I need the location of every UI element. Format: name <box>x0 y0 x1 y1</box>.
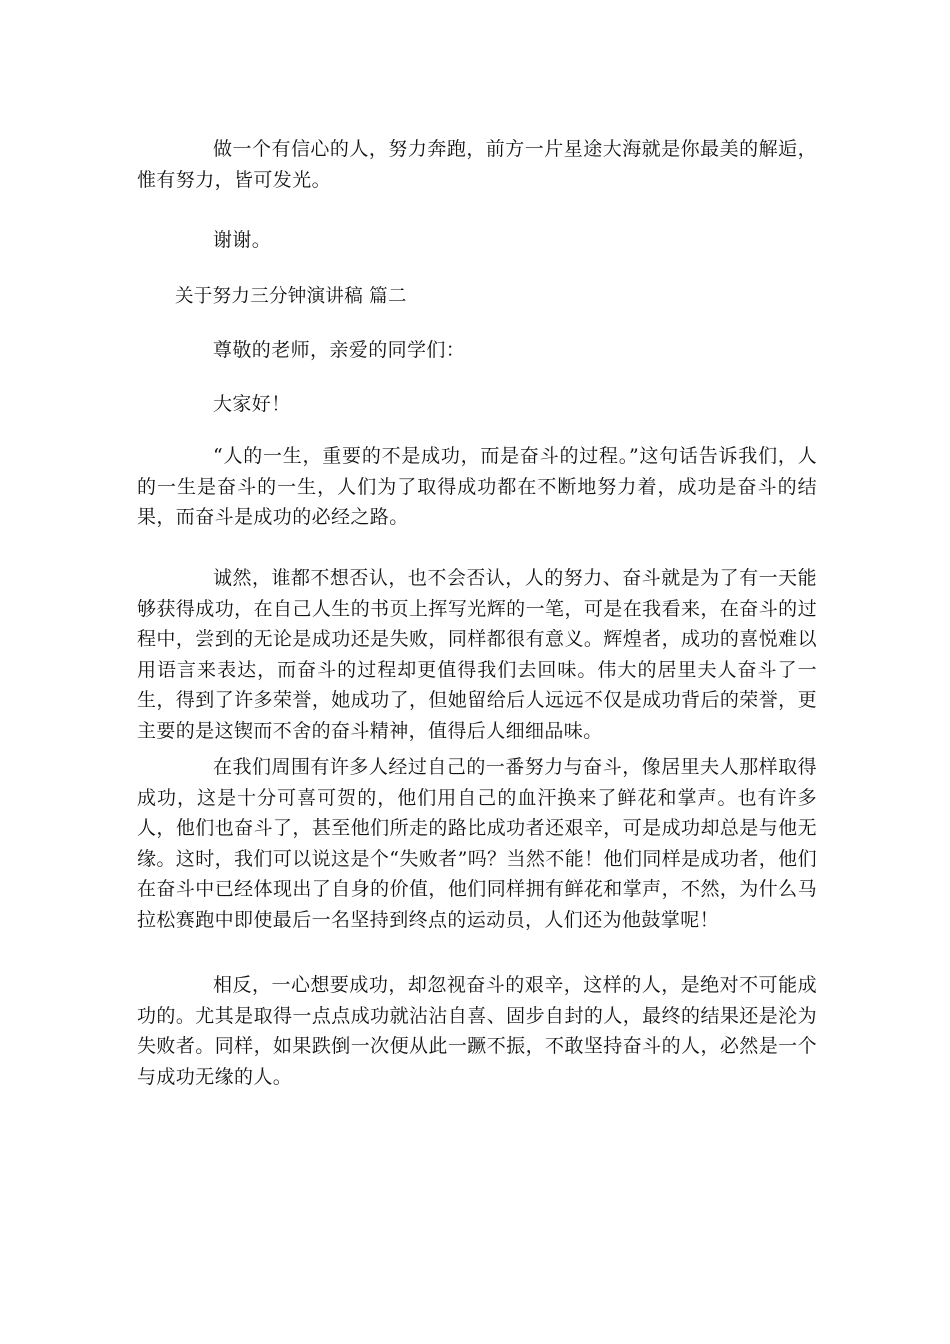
paragraph-thanks: 谢谢。 <box>213 229 272 251</box>
paragraph-closing-statement: 做一个有信心的人，努力奔跑，前方一片星途大海就是你最美的解逅，惟有努力，皆可发光。 <box>137 138 817 191</box>
paragraph-quote: “人的一生，重要的不是成功，而是奋斗的过程。”这句话告诉我们，人的一生是奋斗的一生，人们为了取得成功都在不断地努力着，成功是奋斗的结果，而奋斗是成功的必经之路。 <box>137 445 817 528</box>
paragraph-salutation: 尊敬的老师，亲爱的同学们： <box>213 339 466 361</box>
paragraph-greeting: 大家好！ <box>213 393 291 415</box>
paragraph-conclusion: 相反，一心想要成功，却忽视奋斗的艰辛，这样的人，是绝对不可能成功的。尤其是取得一点点成功就沾沾自喜、固步自封的人，最终的结果还是沦为失败者。同样，如果跌倒一次便从此一蹶不振，不敢坚持奋斗的人，必然是一个与成功无缘的人。 <box>137 974 817 1088</box>
paragraph-curie: 诚然，谁都不想否认，也不会否认，人的努力、奋斗就是为了有一天能够获得成功，在自己人生的书页上挥写光辉的一笔，可是在我看来，在奋斗的过程中，尝到的无论是成功还是失败，同样都很有意义。辉煌者，成功的喜悦难以用语言来表达，而奋斗的过程却更值得我们去回味。伟大的居里夫人奋斗了一生，得到了许多荣誉，她成功了，但她留给后人远远不仅是成功背后的荣誉，更主要的是这锲而不舍的奋斗精神，值得后人细细品味。 <box>137 567 817 742</box>
paragraph-marathon: 在我们周围有许多人经过自己的一番努力与奋斗，像居里夫人那样取得成功，这是十分可喜可贺的，他们用自己的血汗换来了鲜花和掌声。也有许多人，他们也奋斗了，甚至他们所走的路比成功者还艰辛，可是成功却总是与他无缘。这时，我们可以说这是个“失败者”吗？当然不能！他们同样是成功者，他们在奋斗中已经体现出了自身的价值，他们同样拥有鲜花和掌声，不然，为什么马拉松赛跑中即使最后一名坚持到终点的运动员，人们还为他鼓掌呢！ <box>137 756 817 931</box>
section-heading: 关于努力三分钟演讲稿 篇二 <box>175 286 407 307</box>
